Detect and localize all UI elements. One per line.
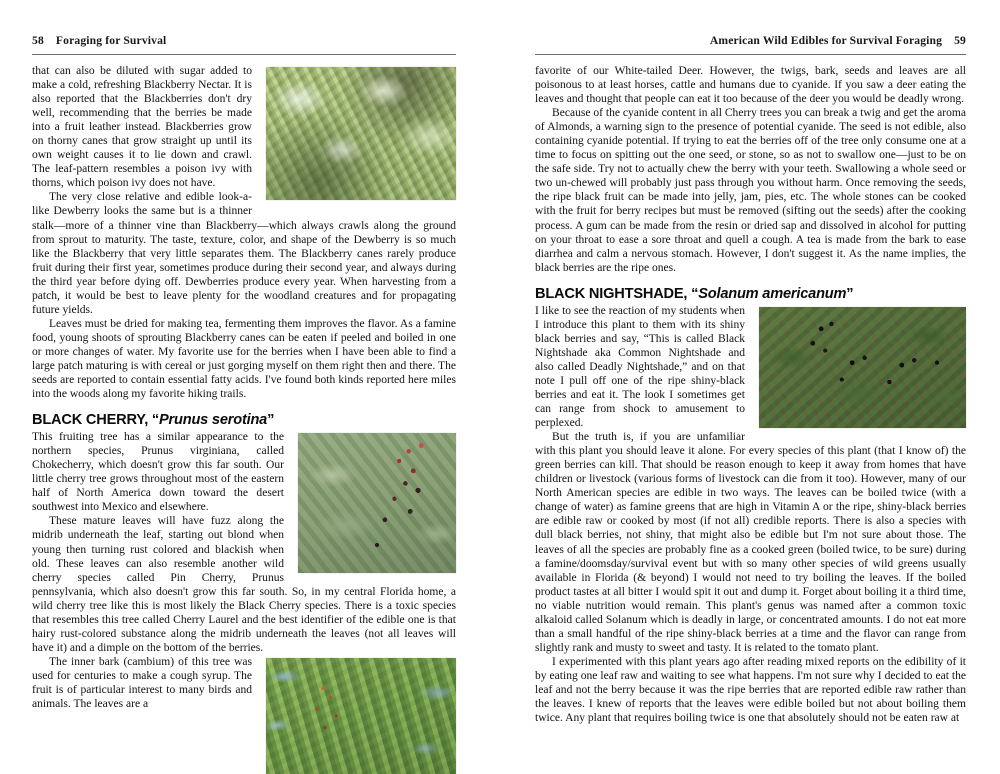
- left-running-title: Foraging for Survival: [55, 34, 167, 47]
- paragraph: Leaves must be dried for making tea, fermenting them improves the flavor. As a famine food, young shoots of sprouting Blackberry canes can be eaten if peeled and boiled in one or more changes of water. My favorite use for the berries when I have been able to find a large patch maturing is with cereal or just gorging myself on them right then and there. The seeds are reported to contain essential fatty acids. I've found both kinds reported here miles into the woods along my favorite hiking trails.: [32, 317, 456, 401]
- section-heading-quote-close: ”: [267, 412, 275, 429]
- right-running-title: American Wild Edibles for Survival Foraging: [709, 34, 943, 47]
- paragraph: But the truth is, if you are unfamiliar with this plant you should leave it alone. For every species of this plant (that I know of) the green berries can kill. That should be reason enough to keep it away from homes that have children or livestock (various forms of livestock can die from it too). However, many of our North American species are edible in two ways. The leaves can be boiled twice (with a change of water) as famine greens that are high in Vitamin A or the ripe, shiny-black berries are edible raw or cooked by most (if not all) credible reports. There is also a species with dull black berries, not shiny, that might also be edible but I'm not sure about those. The leaves of all the species are probably fine as a cooked green (boiled twice, to be sure) during a famine/doomsday/survival event but with so many other species of wild greens usually available in Florida (& beyond) I would not need to try boiling the leaves. If the boiled product tastes at all bitter I would spit it out and dump it. Forget about boiling it a third time, no viable nutrition would remain. This plant's genus was named after a common toxic alkaloid called Solanum which is deadly in large, or concentrated amounts. I do not eat more than a small handful of the ripe shiny-black berries at a time and the flavor can range from slightly rank and musty to sweet and tasty. It is related to the tomato plant.: [535, 431, 966, 654]
- right-column-text: [535, 64, 966, 725]
- right-running-head: [535, 34, 966, 55]
- paragraph: I like to see the reaction of my students when I introduce this plant to them with its shiny black berries and say, “This is called Black Nightshade aka Common Nightshade and also called Deadly Nightshade,” and on that note I pull off one of the ripe shiny-black berries and eat it. The look I sometimes get can range from shock to amusement to perplexed.: [535, 304, 745, 430]
- paragraph: favorite of our White-tailed Deer. However, the twigs, bark, seeds and leaves are all poisonous to at least horses, cattle and humans due to cyanide. If you saw a deer eating the leaves and thought that people can eat it too because of the deer you would be deadly wrong.: [535, 65, 966, 106]
- black-cherry-tree-leaves-photo: [266, 658, 456, 774]
- paragraph: that can also be diluted with sugar added to make a cold, refreshing Blackberry Nectar. It is also reported that the Blackberries don't dry well, recommending that the berries be made into a fruit leather instead. Blackberries grow on thorny canes that grow straight up until its own weight causes it to lie down and crawl. The leaf-pattern resembles a poison ivy with thorns, which poison ivy does not have.: [32, 65, 252, 190]
- section-heading-text: BLACK NIGHTSHADE, “: [535, 285, 699, 302]
- section-heading-text: BLACK CHERRY, “: [32, 412, 159, 429]
- left-page: [0, 0, 500, 750]
- left-column-text: [32, 64, 456, 711]
- right-page-number: 59: [954, 34, 966, 47]
- right-page: [500, 0, 1000, 750]
- section-heading-quote-close: ”: [846, 285, 854, 302]
- paragraph: I experimented with this plant years ago after reading mixed reports on the edibility of it by eating one leaf raw and waiting to see what happens. I'm not sure why I decided to eat the leaf and not the berry because it was the ripe berries that are reported edible raw rather than the leaves. I knew of reports that the leaves were edible boiled but not about boiling them twice. Any plant that requires boiling twice is one that absolutely should not be eaten raw at: [535, 655, 966, 725]
- species-name: Solanum americanum: [698, 285, 847, 302]
- black-nightshade-photo: [759, 307, 966, 428]
- section-heading-black-cherry: [32, 412, 456, 428]
- paragraph: The inner bark (cambium) of this tree was used for centuries to make a cough syrup. The fruit is of particular interest to many birds and animals. The leaves are a: [32, 655, 252, 711]
- blackberry-bush-photo: [266, 67, 456, 200]
- left-page-number: 58: [32, 34, 44, 47]
- black-cherry-berries-photo: [298, 433, 456, 573]
- paragraph: Because of the cyanide content in all Cherry trees you can break a twig and get the aroma of Almonds, a warning sign to the presence of potential cyanide. The seed is not edible, also containing cyanide potential. If trying to eat the berries off of the tree only consume one at a time to focus on spitting out the one seed, or stone, so as not to swallow one—just to be on the safe side. Try not to actually chew the berry with your teeth. Swallowing a whole seed or two un-chewed will probably just pass through you without harm. Once removing the seeds, the ripe black fruit can be made into jelly, jam, pies, etc. The whole stones can be cooked with the fruit for berry recipes but must be removed (sifting out the seeds) after the cooking process. A gum can be made from the resin or dried sap and dissolved in alcohol for putting on your throat to ease a sore throat and quell a cough. A tea is made from the bark to ease diarrhea and calm a nervous stomach. However, I don't suggest it. As the name implies, the black berries are the ripe ones.: [535, 107, 966, 274]
- left-running-head: [32, 34, 456, 55]
- species-name: Prunus serotina: [159, 412, 268, 429]
- section-heading-black-nightshade: [535, 286, 966, 302]
- paragraph: The very close relative and edible look-a-like Dewberry looks the same but is a thinner stalk—more of a thinner vine than Blackberry—which always crawls along the ground from sprout to maturity. The taste, texture, color, and shape of the Dewberry is so much like the Blackberry that very little separates them. The Blackberry canes rarely produce fruit during their first year, sometimes produce during their second year, and always during the third year before dying off. Dewberries produce every year. When harvesting from a patch, it would be best to leave plenty for the woodland creatures and for propagating future yields.: [32, 191, 456, 316]
- paragraph: These mature leaves will have fuzz along the midrib underneath the leaf, starting out blond when young then turning rust colored and blackish when old. These leaves can also resemble another wild cherry species called Pin Cherry, Prunus pennsylvania, which also doesn't grow this far south. So, in my central Florida home, a wild cherry tree like this is most likely the Black Cherry species. There is a toxic species that resembles this tree called Cherry Laurel and the best identifier of the edible one is that hairy rust-colored substance along the midrib underneath the leaves (not all leaves will have it) and a dimple on the bottom of the berries.: [32, 515, 456, 654]
- paragraph: This fruiting tree has a similar appearance to the northern species, Prunus virginiana, called Chokecherry, which doesn't grow this far south. Our little cherry tree grows throughout most of the eastern half of North America down toward the desert southwest into Mexico and elsewhere.: [32, 431, 284, 514]
